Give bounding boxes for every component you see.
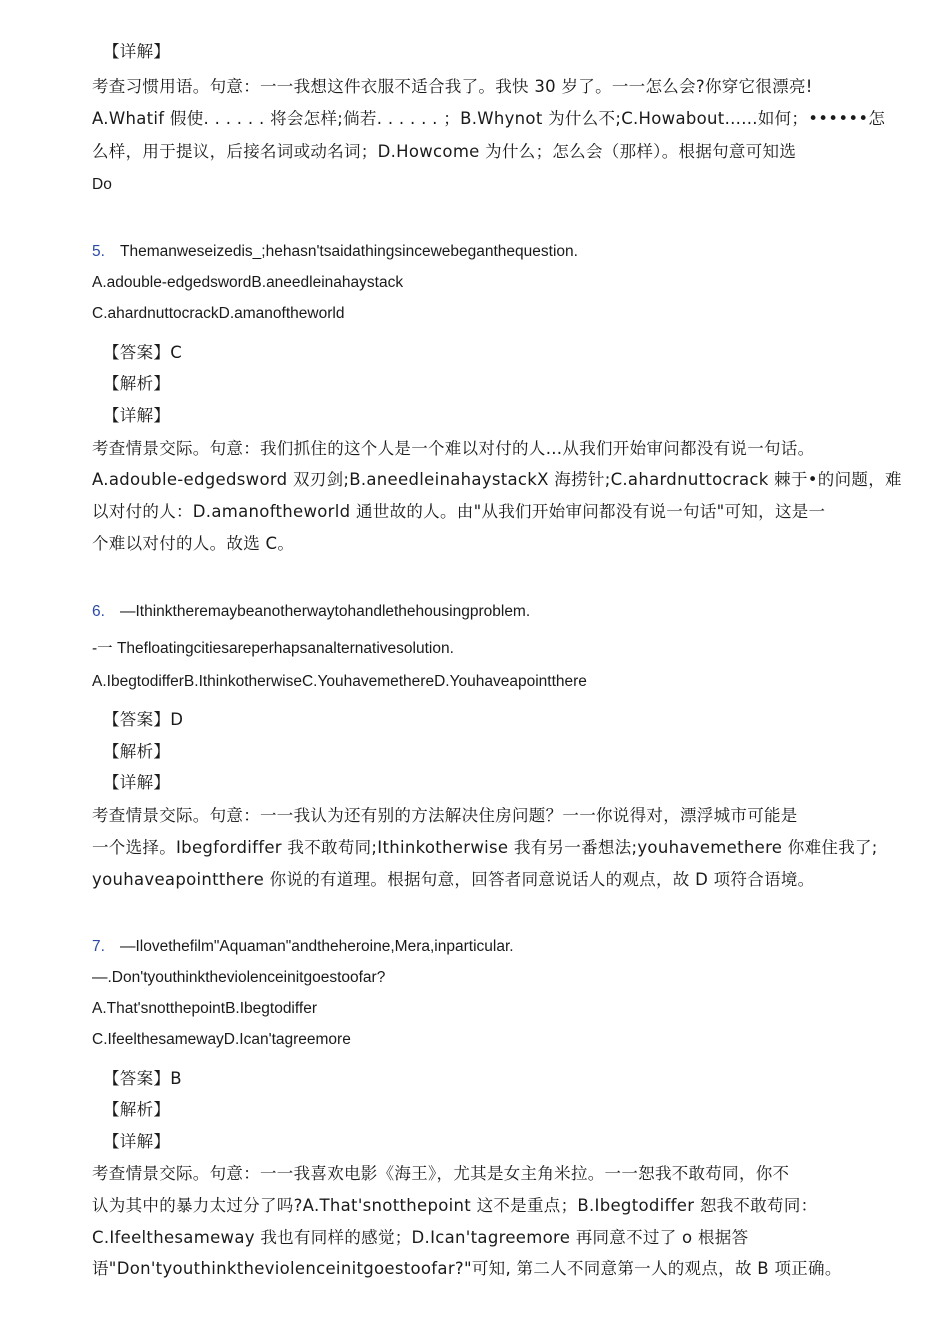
detail-label: 【详解】 [103, 773, 171, 792]
option-line: C.ahardnuttocrackD.amanoftheworld [92, 305, 345, 322]
explanation-line: 语"Don'tyouthinktheviolenceinitgoestoofar?"可知, 第二人不同意第一人的观点，故 B 项正确。 [92, 1259, 842, 1278]
detail-label: 【详解】 [103, 42, 171, 61]
question-stem: —Ilovethefilm"Aquaman"andtheheroine,Mera,inparticular. [120, 938, 514, 955]
explanation-line: 考查情景交际。句意：一一我喜欢电影《海王》，尤其是女主角米拉。一一恕我不敢苟同，你不 [92, 1164, 790, 1183]
explanation-line: 考查情景交际。句意：一一我认为还有别的方法解决住房问题？一一你说得对，漂浮城市可能是 [92, 806, 798, 825]
analysis-label: 【解析】 [103, 742, 171, 761]
reply-line: -一 Thefloatingcitiesareperhapsanalternativesolution. [92, 640, 454, 657]
explanation-line: Do [92, 176, 112, 193]
question-7 [92, 935, 514, 958]
explanation-line: 个难以对付的人。故选 C。 [92, 534, 295, 553]
question-6 [92, 600, 530, 623]
explanation-line: A.adouble-edgedsword 双刃剑;B.aneedleinahaystackX 海捞针;C.ahardnuttocrack 棘于•的问题，难 [92, 470, 902, 489]
analysis-label: 【解析】 [103, 374, 171, 393]
analysis-label: 【解析】 [103, 1100, 171, 1119]
detail-label: 【详解】 [103, 406, 171, 425]
detail-label: 【详解】 [103, 1132, 171, 1151]
reply-line: —.Don'tyouthinktheviolenceinitgoestoofar? [92, 969, 386, 986]
question-stem: Themanweseizedis_;hehasn'tsaidathingsincewebeganthequestion. [120, 243, 578, 260]
explanation-line: youhaveapointthere 你说的有道理。根据句意，回答者同意说话人的观点，故 D 项符合语境。 [92, 870, 815, 889]
question-stem: —Ithinktheremaybeanotherwaytohandlethehousingproblem. [120, 603, 531, 620]
option-line: A.That'snotthepointB.Ibegtodiffer [92, 1000, 317, 1017]
question-number: 5. [92, 243, 105, 260]
explanation-line: 考查情景交际。句意：我们抓住的这个人是一个难以对付的人…从我们开始审问都没有说一句话。 [92, 439, 815, 458]
option-line: A.adouble-edgedswordB.aneedleinahaystack [92, 274, 404, 291]
explanation-line: C.Ifeelthesameway 我也有同样的感觉；D.Ican'tagreemore 再同意不过了 o 根据答 [92, 1228, 749, 1247]
explanation-line: 一个选择。Ibegfordiffer 我不敢苟同;Ithinkotherwise 我有另一番想法;youhavemethere 你难住我了; [92, 838, 878, 857]
explanation-line: A.Whatif 假使. . . . . . 将会怎样;倘若. . . . . . ；B.Whynot 为什么不;C.Howabout......如何；••••••怎 [92, 109, 886, 128]
question-number: 7. [92, 938, 105, 955]
answer-label: 【答案】D [103, 710, 184, 729]
option-line: A.IbegtodifferB.IthinkotherwiseC.YouhavemethereD.Youhaveapointthere [92, 673, 587, 690]
explanation-line: 以对付的人：D.amanoftheworld 通世故的人。由"从我们开始审问都没有说一句话"可知，这是一 [92, 502, 826, 521]
question-5 [92, 240, 578, 263]
explanation-line: 么样，用于提议，后接名词或动名词；D.Howcome 为什么；怎么会（那样）。根据句意可知选 [92, 142, 797, 161]
explanation-line: 认为其中的暴力太过分了吗?A.That'snotthepoint 这不是重点；B.Ibegtodiffer 恕我不敢苟同： [92, 1196, 818, 1215]
option-line: C.IfeelthesamewayD.Ican'tagreemore [92, 1031, 351, 1048]
explanation-line: 考查习惯用语。句意：一一我想这件衣服不适合我了。我快 30 岁了。一一怎么会?你穿它很漂亮! [92, 77, 813, 96]
answer-label: 【答案】C [103, 343, 183, 362]
answer-label: 【答案】B [103, 1069, 182, 1088]
question-number: 6. [92, 603, 105, 620]
